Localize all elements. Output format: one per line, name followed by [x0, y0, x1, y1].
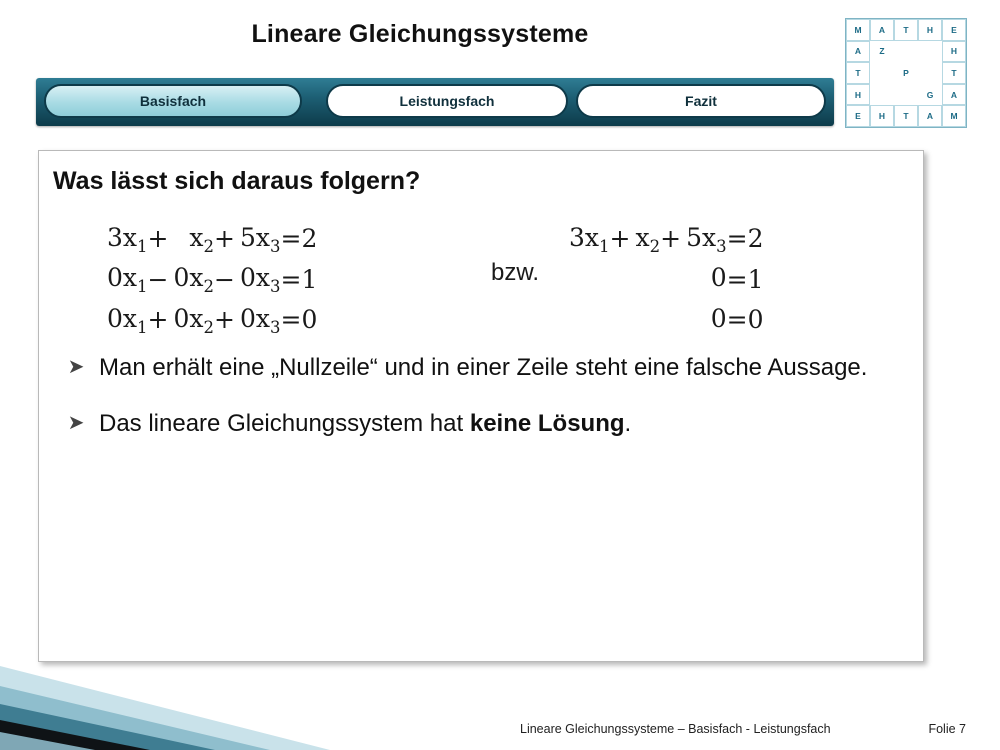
- operator: +: [147, 305, 169, 335]
- operator: [610, 259, 636, 299]
- logo-cell: G: [926, 89, 934, 100]
- equation-row: [569, 300, 764, 340]
- logo-cell: A: [942, 84, 966, 106]
- logo-cell: Z: [879, 46, 885, 57]
- logo-cell: T: [846, 62, 870, 84]
- right-hand-side: 1: [747, 264, 764, 294]
- equation-row: [107, 219, 317, 259]
- equals-sign: =: [280, 264, 302, 294]
- tab-basisfach[interactable]: [44, 84, 302, 118]
- bullet-list: [53, 351, 913, 463]
- page-title: Lineare Gleichungssysteme: [251, 20, 589, 48]
- term: 3x: [569, 223, 600, 252]
- equation-area: [39, 219, 923, 339]
- term: 0: [710, 303, 727, 333]
- logo-cell: [894, 41, 918, 63]
- operator: [660, 259, 686, 299]
- term: 3x: [107, 223, 138, 252]
- logo-cell: [918, 41, 942, 63]
- term: 0x: [173, 303, 204, 333]
- term-sub: 2: [203, 317, 215, 337]
- operator: +: [609, 224, 631, 254]
- term-sub: 1: [137, 317, 148, 337]
- logo-cell: H: [918, 19, 942, 41]
- logo-cell: [870, 62, 894, 84]
- logo-cell: T: [942, 62, 966, 84]
- term-sub: 3: [270, 277, 281, 297]
- equation-system-right: [569, 219, 764, 340]
- right-hand-side: 2: [301, 224, 318, 254]
- footer-page-number: Folie 7: [928, 722, 966, 736]
- tab-leistungsfach-label: Leistungsfach: [399, 93, 495, 109]
- operator: +: [660, 224, 682, 254]
- term: 0x: [107, 303, 138, 333]
- equals-sign: =: [726, 305, 748, 335]
- term-sub: 2: [649, 237, 661, 256]
- bullet-text-post: .: [624, 410, 632, 438]
- corner-decoration: [0, 658, 520, 750]
- logo-cell: T: [894, 105, 918, 127]
- equation-row: [107, 259, 317, 299]
- equation-row: [107, 300, 317, 340]
- term: 5x: [240, 223, 271, 252]
- term: 0x: [107, 263, 138, 293]
- operator: −: [147, 264, 169, 294]
- logo-cell: P: [903, 67, 909, 78]
- bullet-text-pre: Man erhält eine „Nullzeile“ und in einer Zeile steht eine falsche Aussage.: [99, 354, 868, 381]
- term-sub: 3: [716, 237, 727, 256]
- equals-sign: =: [280, 305, 302, 335]
- logo-cell: E: [942, 19, 966, 41]
- right-hand-side: 0: [747, 305, 764, 335]
- logo-cell: A: [846, 41, 870, 63]
- list-item: [53, 351, 913, 385]
- term: 0x: [240, 303, 271, 333]
- term-sub: 2: [203, 277, 215, 297]
- term: 5x: [686, 223, 717, 252]
- equals-sign: =: [280, 224, 302, 254]
- equals-sign: =: [726, 264, 748, 294]
- list-item: [53, 407, 913, 441]
- tabbar: [36, 78, 834, 126]
- bzw-label: bzw.: [491, 259, 540, 286]
- logo-cell: H: [870, 105, 894, 127]
- logo-cell: A: [870, 19, 894, 41]
- operator: +: [147, 224, 169, 254]
- logo-cell: H: [942, 41, 966, 63]
- corner-decoration-svg: [0, 658, 520, 750]
- equals-sign: =: [726, 224, 748, 254]
- bullet-arrow-icon: ➤: [67, 412, 85, 435]
- term-sub: 2: [203, 237, 215, 256]
- term-sub: 1: [137, 237, 148, 256]
- term-sub: 3: [270, 237, 281, 256]
- logo-cell: E: [846, 105, 870, 127]
- term-sub: 3: [270, 317, 281, 337]
- tab-fazit-label: Fazit: [685, 93, 717, 109]
- tab-fazit[interactable]: [576, 84, 826, 118]
- right-hand-side: 2: [747, 224, 764, 254]
- content-panel: [38, 150, 924, 662]
- logo-cell: H: [846, 84, 870, 106]
- operator: −: [214, 264, 235, 294]
- term: 0x: [240, 263, 271, 293]
- operator: +: [214, 305, 235, 335]
- term: 0x: [173, 263, 204, 293]
- equation-row: [569, 259, 764, 299]
- logo-cell: [918, 62, 942, 84]
- term: x: [635, 223, 650, 252]
- right-hand-side: 0: [301, 305, 318, 335]
- term: x: [189, 223, 204, 252]
- term-sub: 1: [137, 277, 148, 297]
- equation-row: [569, 219, 764, 259]
- logo-cell: T: [894, 19, 918, 41]
- footer-text: Lineare Gleichungssysteme – Basisfach - Leistungsfach: [520, 722, 831, 736]
- equation-system-left: [107, 219, 317, 340]
- right-hand-side: 1: [301, 264, 318, 294]
- logo-cell: M: [846, 19, 870, 41]
- operator: +: [214, 224, 235, 254]
- logo-cell: [870, 84, 894, 106]
- bullet-text-pre: Das lineare Gleichungssystem hat: [99, 410, 470, 438]
- logo-cell: A: [918, 105, 942, 127]
- operator: [660, 300, 686, 340]
- mathe-logo: [845, 18, 967, 128]
- bullet-arrow-icon: ➤: [67, 356, 85, 378]
- logo-cell: M: [942, 105, 966, 127]
- bullet-text-bold: keine Lösung: [469, 410, 625, 438]
- term: 0: [710, 263, 727, 293]
- bullet-text: [99, 351, 867, 385]
- bullet-text: [99, 407, 631, 441]
- term-sub: 1: [599, 237, 610, 256]
- tab-basisfach-label: Basisfach: [139, 93, 207, 109]
- tab-leistungsfach[interactable]: [326, 84, 568, 118]
- content-heading: Was lässt sich daraus folgern?: [53, 167, 421, 195]
- operator: [610, 300, 636, 340]
- logo-cell: [894, 84, 918, 106]
